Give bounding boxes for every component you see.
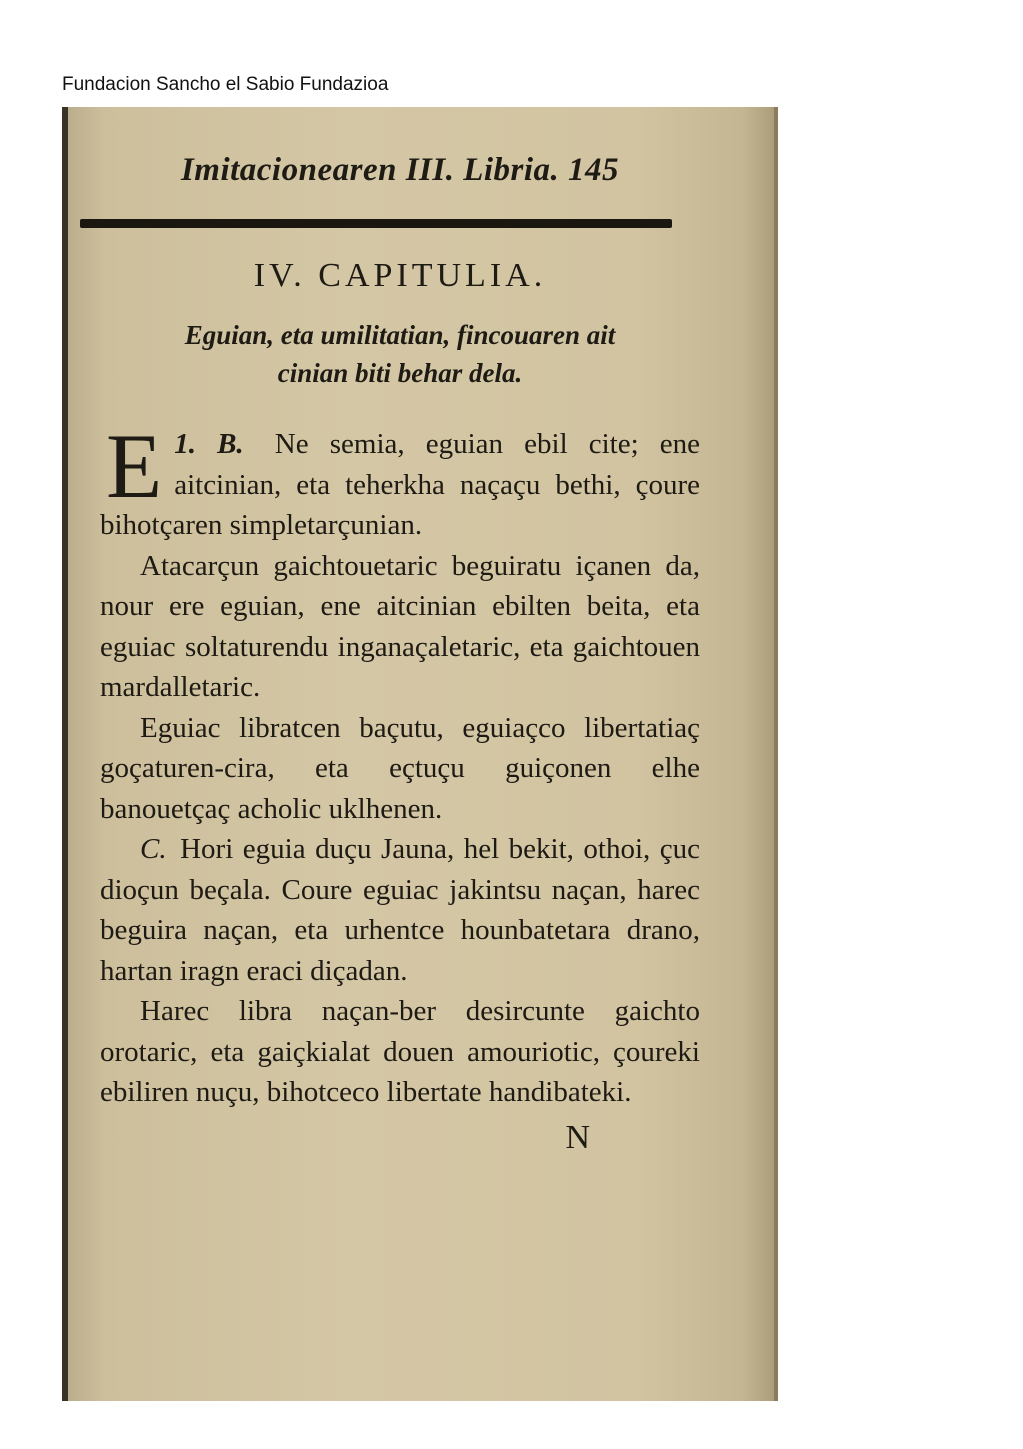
paragraph-3: Eguiac libratcen baçutu, eguiaçco libertatiaç goçaturen-cira, eta eçtuçu guiçonen elhe banouetçaç acholic uklhenen. — [100, 711, 700, 825]
paragraph-1 — [100, 415, 701, 546]
paragraph-1-text: Ne semia, eguian ebil cite; ene aitcinian, eta teherkha naçaçu bethi, çoure bihotçaren simpletarçunian. — [100, 428, 701, 541]
paragraph-1-marker: 1. B. — [174, 428, 244, 460]
subtitle-line-1: Eguian, eta umilitatian, fincouaren ait — [184, 320, 616, 350]
chapter-title: IV. CAPITULIA. — [253, 257, 547, 294]
subtitle-line-2: cinian biti behar dela. — [277, 358, 523, 388]
page-content — [100, 147, 700, 1157]
scanned-page — [62, 107, 778, 1401]
paragraph-4-text: Hori eguia duçu Jauna, hel bekit, othoi, çuc dioçun beçala. Coure eguiac jakintsu naçan, harec beguira naçan, eta urhentce hounbatetara drano, hartan iragn eraci diçadan. — [100, 833, 701, 987]
paragraph-2: Atacarçun gaichtouetaric beguiratu içanen da, nour ere eguian, ene aitcinian ebilten beita, eta eguiac soltaturendu inganaçaletaric, eta gaichtouen mardalletaric. — [100, 549, 700, 703]
chapter-subtitle — [100, 316, 700, 392]
drop-cap: E — [106, 415, 163, 517]
body-text — [100, 415, 701, 1113]
paragraph-4 — [100, 829, 700, 991]
running-head: Imitacionearen III. Libria. 145 — [180, 152, 620, 188]
header-rule — [80, 219, 672, 228]
paragraph-4-marker: C. — [140, 833, 167, 865]
paragraph-5: Harec libra naçan-ber desircunte gaichto orotaric, eta gaiçkialat douen amouriotic, çoureki ebiliren nuçu, bihotceco libertate handibateki. — [100, 995, 700, 1108]
archive-watermark: Fundacion Sancho el Sabio Fundazioa — [62, 74, 389, 95]
signature-mark: N — [565, 1118, 590, 1156]
